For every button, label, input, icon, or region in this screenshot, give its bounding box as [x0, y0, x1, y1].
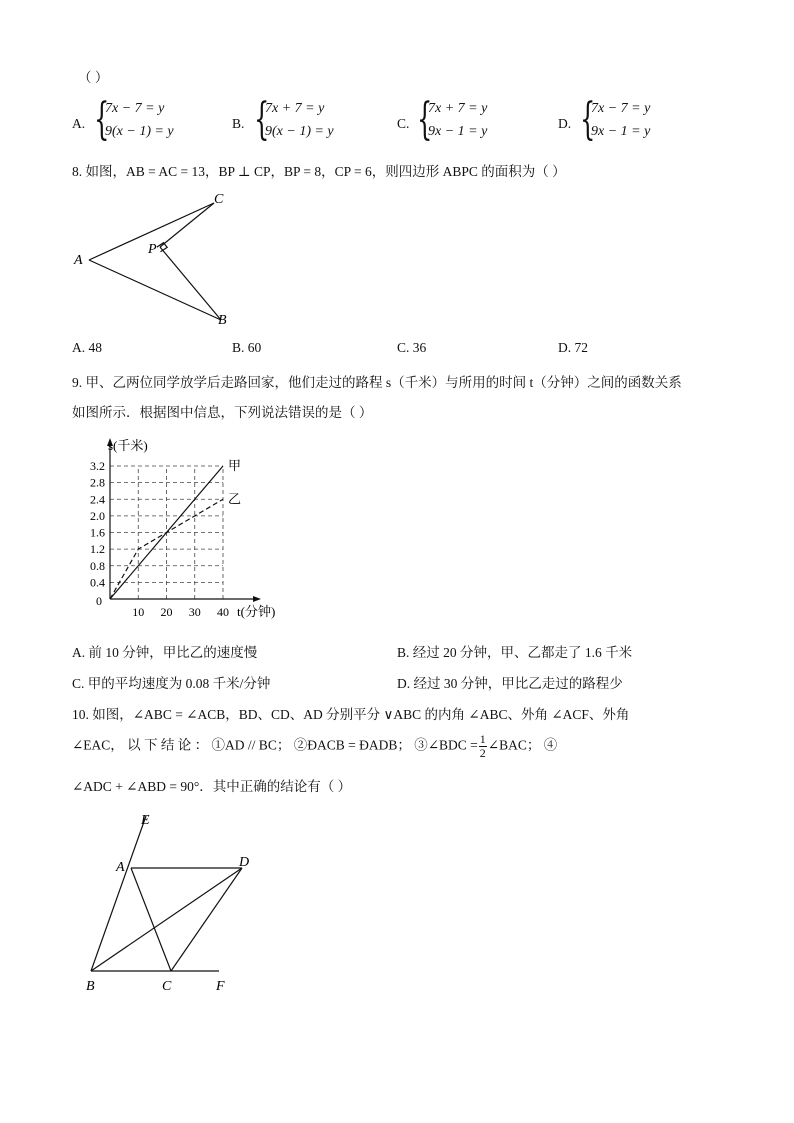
q9-stem-line-2: 如图所示．根据图中信息，下列说法错误的是（ ）	[72, 405, 373, 420]
q7-option-letter: D.	[558, 116, 572, 131]
equation-1: 7x + 7 = y	[265, 101, 325, 116]
q9-option-a: A. 前 10 分钟，甲比乙的速度慢	[72, 645, 258, 660]
brace-icon: {	[417, 94, 433, 145]
series-label-1: 甲	[228, 458, 242, 473]
point-label-a: A	[116, 860, 125, 875]
q9-option-d: D. 经过 30 分钟，甲比乙走过的路程少	[397, 676, 623, 691]
origin-label: 0	[96, 594, 102, 608]
q8-option-c: C. 36	[397, 340, 427, 355]
point-label-e: E	[141, 813, 150, 828]
q8-option-b: B. 60	[232, 340, 262, 355]
q10-figure	[80, 808, 260, 998]
brace-icon: {	[580, 94, 596, 145]
point-label-b: B	[218, 313, 227, 328]
y-tick-label: 2.0	[90, 508, 105, 523]
brace-icon: {	[254, 94, 270, 145]
y-axis-title: s(千米)	[108, 438, 148, 453]
y-tick-label: 1.6	[90, 525, 105, 540]
equation-1: 7x − 7 = y	[591, 101, 651, 116]
q10-line-2-part-b: ∠BAC； ④	[487, 737, 558, 753]
y-tick-label: 3.2	[90, 459, 105, 473]
q9-distance-time-chart	[80, 432, 290, 622]
x-axis-arrow-icon	[253, 596, 261, 602]
point-label-c: C	[214, 192, 224, 207]
x-tick-label: 40	[217, 605, 229, 619]
x-tick-label: 20	[160, 605, 173, 619]
x-axis-title: t(分钟)	[237, 604, 276, 619]
q8-stem: 8. 如图，AB = AC = 13，BP ⊥ CP，BP = 8，CP = 6，则四边形 ABPC 的面积为（ ）	[72, 164, 566, 179]
y-tick-label: 2.8	[90, 475, 105, 490]
equation-2: 9x − 1 = y	[428, 124, 488, 139]
q9-option-c: C. 甲的平均速度为 0.08 千米/分钟	[72, 676, 271, 691]
q9-stem-line-1: 9. 甲、乙两位同学放学后走路回家，他们走过的路程 s（千米）与所用的时间 t（分钟）之间的函数关系	[72, 375, 682, 390]
y-tick-label: 0.4	[90, 575, 105, 590]
y-tick-label: 0.8	[90, 558, 105, 573]
series-label-2: 乙	[228, 491, 242, 507]
point-label-b: B	[86, 979, 95, 994]
point-label-a: A	[74, 253, 83, 268]
equation-2: 9(x − 1) = y	[105, 124, 174, 139]
x-tick-label: 30	[188, 605, 201, 619]
q7-answer-paren: （ ）	[78, 70, 109, 85]
brace-icon: {	[94, 94, 110, 145]
q7-option-letter: B.	[232, 116, 245, 131]
y-tick-label: 2.4	[90, 492, 105, 507]
point-label-p: P	[148, 242, 157, 257]
fraction-one-half: $\frac{1}{2}$	[479, 732, 486, 760]
equation-1: 7x + 7 = y	[428, 101, 488, 116]
point-label-c: C	[162, 979, 172, 994]
q10-stem-line-3: ∠ADC + ∠ABD = 90°．其中正确的结论有（ ）	[72, 779, 352, 794]
point-label-f: F	[216, 979, 225, 994]
y-tick-label: 1.2	[90, 542, 105, 557]
equation-2: 9x − 1 = y	[591, 124, 651, 139]
equation-1: 7x − 7 = y	[105, 101, 165, 116]
q10-line-2-part-a: ∠EAC， 以 下 结 论 ： ①AD // BC； ②ÐACB = ÐADB； ③∠BDC =	[72, 737, 478, 753]
q9-option-b: B. 经过 20 分钟，甲、乙都走了 1.6 千米	[397, 645, 633, 660]
equation-2: 9(x − 1) = y	[265, 124, 334, 139]
q10-stem-line-1: 10. 如图，∠ABC = ∠ACB，BD、CD、AD 分别平分 ∨ABC 的内角 ∠ABC、外角 ∠ACF、外角	[72, 707, 630, 722]
q8-figure	[70, 188, 240, 328]
q8-option-a: A. 48	[72, 340, 102, 355]
point-label-d: D	[239, 855, 250, 870]
q10-stem-line-2	[72, 733, 557, 760]
x-tick-label: 10	[132, 605, 145, 619]
q7-option-letter: A.	[72, 116, 86, 131]
q7-option-letter: C.	[397, 116, 410, 131]
q8-option-d: D. 72	[558, 340, 588, 355]
